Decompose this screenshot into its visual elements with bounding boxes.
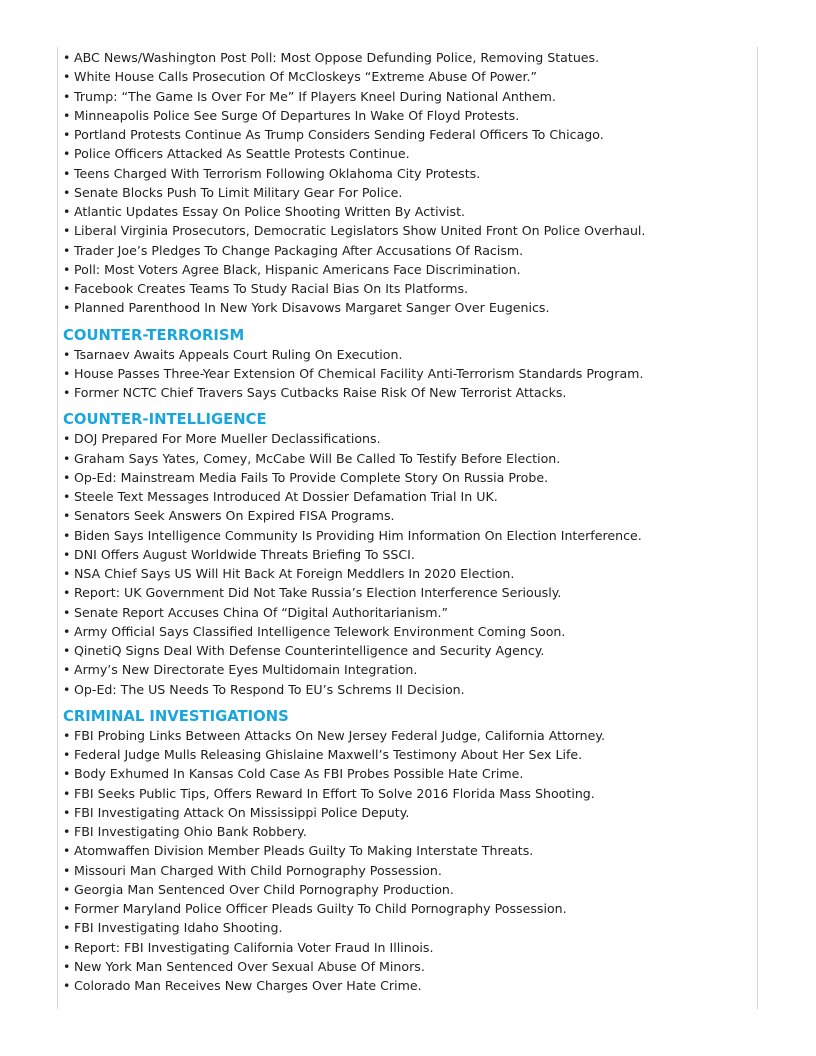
headline-text[interactable]: Army Official Says Classified Intelligence Telework Environment Coming Soon. (74, 623, 566, 639)
headline-text[interactable]: House Passes Three-Year Extension Of Chemical Facility Anti-Terrorism Standards Program. (74, 365, 644, 381)
headline-item[interactable] (63, 660, 753, 679)
headline-text[interactable]: Teens Charged With Terrorism Following Oklahoma City Protests. (74, 165, 481, 181)
headline-text[interactable]: Trump: “The Game Is Over For Me” If Players Kneel During National Anthem. (74, 88, 556, 104)
headline-text[interactable]: Portland Protests Continue As Trump Considers Sending Federal Officers To Chicago. (74, 127, 604, 142)
headline-item[interactable] (63, 241, 753, 260)
headline-item[interactable] (63, 279, 753, 298)
headline-text[interactable]: Report: FBI Investigating California Voter Fraud In Illinois. (74, 939, 434, 955)
headline-item[interactable] (63, 221, 753, 240)
headline-text[interactable]: ABC News/Washington Post Poll: Most Oppose Defunding Police, Removing Statues. (74, 50, 600, 65)
bullet-icon: • (63, 804, 71, 820)
bullet-icon: • (63, 469, 71, 485)
headline-text[interactable]: FBI Investigating Idaho Shooting. (74, 920, 283, 936)
bullet-icon: • (63, 450, 71, 466)
bullet-icon: • (63, 431, 71, 447)
headline-text[interactable]: Senators Seek Answers On Expired FISA Programs. (74, 508, 395, 524)
headline-text[interactable]: NSA Chief Says US Will Hit Back At Foreign Meddlers In 2020 Election. (74, 566, 515, 581)
headline-text[interactable]: Facebook Creates Teams To Study Racial Bias On Its Platforms. (74, 281, 469, 296)
bullet-icon: • (63, 862, 71, 878)
bullet-icon: • (63, 881, 71, 897)
headline-text[interactable]: Georgia Man Sentenced Over Child Pornography Production. (74, 881, 454, 897)
section-counter-intelligence (63, 410, 753, 699)
headline-item[interactable] (63, 144, 753, 163)
headline-item[interactable] (63, 564, 753, 583)
headline-text[interactable]: Minneapolis Police See Surge Of Departures In Wake Of Floyd Protests. (74, 107, 520, 123)
headline-item[interactable] (63, 622, 753, 641)
bullet-icon: • (63, 50, 71, 65)
headline-text[interactable]: Atomwaffen Division Member Pleads Guilty To Making Interstate Threats. (74, 843, 534, 859)
bullet-icon: • (63, 681, 71, 697)
bullet-icon: • (63, 165, 71, 181)
headline-text[interactable]: Poll: Most Voters Agree Black, Hispanic Americans Face Discrimination. (74, 261, 521, 277)
headline-item[interactable] (63, 976, 753, 995)
bullet-icon: • (63, 365, 71, 381)
bullet-icon: • (63, 958, 71, 974)
bullet-icon: • (63, 978, 71, 993)
bullet-icon: • (63, 901, 71, 916)
bullet-icon: • (63, 204, 71, 219)
headline-text[interactable]: Senate Report Accuses China Of “Digital Authoritarianism.” (74, 604, 449, 620)
bullet-icon: • (63, 939, 71, 955)
bullet-icon: • (63, 346, 71, 362)
bullet-icon: • (63, 604, 71, 620)
headline-item[interactable] (63, 583, 753, 602)
headline-text[interactable]: Senate Blocks Push To Limit Military Gear For Police. (74, 184, 403, 200)
headline-text[interactable]: Op-Ed: Mainstream Media Fails To Provide Complete Story On Russia Probe. (74, 469, 549, 485)
headline-text[interactable]: FBI Seeks Public Tips, Offers Reward In Effort To Solve 2016 Florida Mass Shooting. (74, 785, 595, 801)
bullet-icon: • (63, 127, 71, 142)
headline-item[interactable] (63, 784, 753, 803)
headline-item[interactable] (63, 164, 753, 183)
headline-text[interactable]: Former Maryland Police Officer Pleads Guilty To Child Pornography Possession. (74, 901, 567, 916)
bullet-icon: • (63, 623, 71, 639)
headline-item[interactable] (63, 383, 753, 402)
headline-text[interactable]: Colorado Man Receives New Charges Over Hate Crime. (74, 978, 422, 993)
headline-item[interactable] (63, 67, 753, 86)
bullet-icon: • (63, 107, 71, 123)
headline-text[interactable]: Police Officers Attacked As Seattle Protests Continue. (74, 146, 410, 162)
bullet-icon: • (63, 223, 71, 239)
headline-item[interactable] (63, 957, 753, 976)
headline-text[interactable]: FBI Investigating Attack On Mississippi Police Deputy. (74, 804, 410, 820)
section-heading: COUNTER-INTELLIGENCE (63, 411, 267, 429)
headline-item[interactable] (63, 468, 753, 487)
headline-item[interactable] (63, 918, 753, 937)
headline-item[interactable] (63, 487, 753, 506)
bullet-icon: • (63, 508, 71, 524)
headline-text[interactable]: Atlantic Updates Essay On Police Shooting Written By Activist. (74, 204, 466, 219)
headline-item[interactable] (63, 345, 753, 364)
bullet-icon: • (63, 785, 71, 801)
headline-item[interactable] (63, 880, 753, 899)
headline-text[interactable]: Former NCTC Chief Travers Says Cutbacks Raise Risk Of New Terrorist Attacks. (74, 385, 567, 400)
bullet-icon: • (63, 566, 71, 581)
bullet-icon: • (63, 69, 71, 85)
bullet-icon: • (63, 546, 71, 562)
headline-item[interactable] (63, 822, 753, 841)
bullet-icon: • (63, 242, 71, 258)
bullet-icon: • (63, 261, 71, 277)
headline-text[interactable]: Biden Says Intelligence Community Is Providing Him Information On Election Interference. (74, 527, 642, 543)
bullet-icon: • (63, 88, 71, 104)
headline-text[interactable]: Missouri Man Charged With Child Pornography Possession. (74, 862, 442, 878)
bullet-icon: • (63, 489, 71, 504)
headline-text[interactable]: Planned Parenthood In New York Disavows Margaret Sanger Over Eugenics. (74, 300, 550, 316)
headline-text[interactable]: Graham Says Yates, Comey, McCabe Will Be Called To Testify Before Election. (74, 450, 561, 466)
bullet-icon: • (63, 281, 71, 296)
headline-item[interactable] (63, 364, 753, 383)
headline-item[interactable] (63, 48, 753, 67)
headline-item[interactable] (63, 938, 753, 957)
headline-item[interactable] (63, 841, 753, 860)
section-counter-terrorism (63, 326, 753, 403)
headline-item[interactable] (63, 183, 753, 202)
bullet-icon: • (63, 727, 71, 743)
headline-item[interactable] (63, 603, 753, 622)
news-digest (63, 48, 753, 995)
headline-item[interactable] (63, 861, 753, 880)
headline-text[interactable]: New York Man Sentenced Over Sexual Abuse Of Minors. (74, 958, 425, 974)
headline-item[interactable] (63, 202, 753, 221)
headline-text[interactable]: FBI Investigating Ohio Bank Robbery. (74, 824, 307, 839)
section-heading: CRIMINAL INVESTIGATIONS (63, 707, 289, 725)
bullet-icon: • (63, 385, 71, 400)
headline-text[interactable]: Steele Text Messages Introduced At Dossier Defamation Trial In UK. (74, 489, 498, 504)
bullet-icon: • (63, 766, 71, 782)
headline-item[interactable] (63, 449, 753, 468)
bullet-icon: • (63, 920, 71, 936)
headline-item[interactable] (63, 641, 753, 660)
headline-text[interactable]: DNI Offers August Worldwide Threats Briefing To SSCI. (74, 546, 415, 562)
headline-text[interactable]: QinetiQ Signs Deal With Defense Counterintelligence and Security Agency. (74, 643, 545, 658)
section-criminal-investigations (63, 707, 753, 996)
headline-text[interactable]: Report: UK Government Did Not Take Russia’s Election Interference Seriously. (74, 585, 562, 601)
headline-item[interactable] (63, 125, 753, 144)
section-lead (63, 48, 753, 318)
headline-text[interactable]: FBI Probing Links Between Attacks On New Jersey Federal Judge, California Attorney. (74, 727, 606, 743)
bullet-icon: • (63, 747, 71, 762)
headline-text[interactable]: White House Calls Prosecution Of McCloskeys “Extreme Abuse Of Power.” (74, 69, 538, 85)
headline-item[interactable] (63, 726, 753, 745)
headline-item[interactable] (63, 526, 753, 545)
bullet-icon: • (63, 300, 71, 316)
headline-text[interactable]: Body Exhumed In Kansas Cold Case As FBI Probes Possible Hate Crime. (74, 766, 524, 782)
headline-item[interactable] (63, 298, 753, 317)
bullet-icon: • (63, 184, 71, 200)
headline-text[interactable]: Op-Ed: The US Needs To Respond To EU’s Schrems II Decision. (74, 681, 465, 697)
headline-item[interactable] (63, 429, 753, 448)
headline-text[interactable]: Tsarnaev Awaits Appeals Court Ruling On Execution. (74, 346, 403, 362)
bullet-icon: • (63, 585, 71, 601)
bullet-icon: • (63, 662, 71, 678)
headline-item[interactable] (63, 899, 753, 918)
headline-item[interactable] (63, 545, 753, 564)
bullet-icon: • (63, 643, 71, 658)
bullet-icon: • (63, 843, 71, 859)
headline-item[interactable] (63, 764, 753, 783)
headline-text[interactable]: Liberal Virginia Prosecutors, Democratic Legislators Show United Front On Police Overhaul. (74, 223, 646, 239)
headline-item[interactable] (63, 803, 753, 822)
headline-text[interactable]: DOJ Prepared For More Mueller Declassifications. (74, 431, 381, 447)
headline-item[interactable] (63, 87, 753, 106)
bullet-icon: • (63, 527, 71, 543)
headline-text[interactable]: Trader Joe’s Pledges To Change Packaging After Accusations Of Racism. (74, 242, 524, 258)
headline-item[interactable] (63, 745, 753, 764)
headline-item[interactable] (63, 106, 753, 125)
bullet-icon: • (63, 824, 71, 839)
section-heading: COUNTER-TERRORISM (63, 326, 245, 344)
bullet-icon: • (63, 146, 71, 162)
headline-item[interactable] (63, 260, 753, 279)
headline-item[interactable] (63, 506, 753, 525)
headline-text[interactable]: Army’s New Directorate Eyes Multidomain Integration. (74, 662, 418, 678)
headline-text[interactable]: Federal Judge Mulls Releasing Ghislaine Maxwell’s Testimony About Her Sex Life. (74, 747, 583, 762)
headline-item[interactable] (63, 680, 753, 699)
